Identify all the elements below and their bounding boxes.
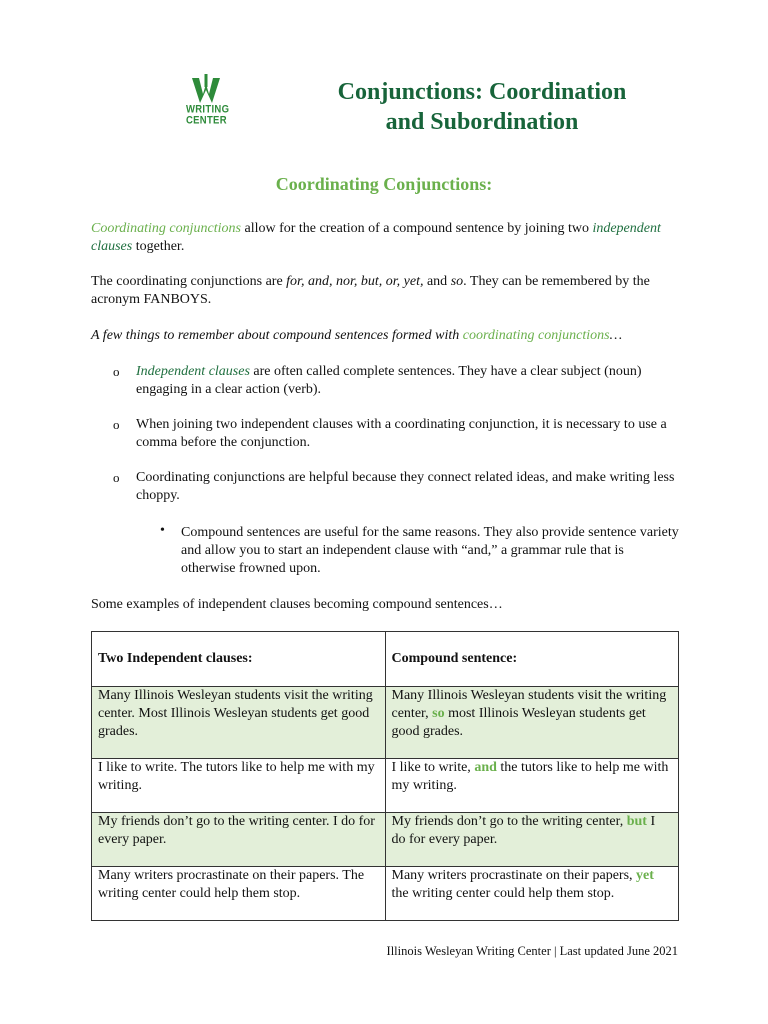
- examples-intro: Some examples of independent clauses becoming compound sentences…: [91, 597, 503, 612]
- bullet-item-3: Coordinating conjunctions are helpful because they connect related ideas, and make writing less choppy.: [136, 470, 675, 503]
- intro-text-2: together.: [132, 239, 185, 254]
- remember-lead: A few things to remember about compound sentences formed with: [91, 328, 463, 343]
- logo-text-center: CENTER: [186, 114, 227, 127]
- cell-text-pre: Many Illinois Wesleyan students visit the writing center,: [391, 688, 667, 721]
- cell-text-pre: My friends don’t go to the writing center,: [391, 814, 627, 829]
- fanboys-list: for, and, nor, but, or, yet,: [286, 274, 424, 289]
- bullet-item-2: When joining two independent clauses with a coordinating conjunction, it is necessary to use a comma before the conjunction.: [136, 417, 667, 450]
- fanboys-tail: . They can be remembered by the acronym FANBOYS.: [91, 274, 650, 307]
- sub-bullet-marker: •: [160, 523, 165, 538]
- table-header-row: [92, 632, 679, 687]
- conjunction-highlight: so: [432, 706, 445, 721]
- table-cell-left: Many writers procrastinate on their papers. The writing center could help them stop.: [92, 867, 386, 921]
- intro-paragraph: [91, 220, 681, 256]
- conjunction-highlight: and: [474, 760, 497, 775]
- table-cell-right: [385, 759, 679, 813]
- page-footer: Illinois Wesleyan Writing Center | Last updated June 2021: [386, 944, 678, 958]
- fanboys-lead: The coordinating conjunctions are: [91, 274, 287, 289]
- bullet-marker: o: [113, 417, 120, 432]
- bullet-item-1: [136, 363, 681, 399]
- table-cell-left: I like to write. The tutors like to help me with my writing.: [92, 759, 386, 813]
- section-heading: Coordinating Conjunctions:: [275, 174, 493, 194]
- table-row: [92, 813, 679, 867]
- cell-text-post: the tutors like to help me with my writing.: [391, 760, 669, 793]
- conjunction-highlight: but: [626, 814, 647, 829]
- conjunction-highlight: yet: [636, 868, 654, 883]
- remember-ellipsis: …: [609, 328, 623, 343]
- term-independent-clauses: independent clauses: [91, 221, 661, 254]
- cell-text-post: I do for every paper.: [391, 814, 656, 847]
- cell-text-post: most Illinois Wesleyan students get good grades.: [391, 706, 646, 739]
- w-logo-icon: [191, 74, 221, 104]
- fanboys-paragraph: [91, 273, 681, 309]
- remember-paragraph: [91, 327, 681, 345]
- table-row: [92, 759, 679, 813]
- cell-text-pre: Many writers procrastinate on their papers,: [391, 868, 637, 883]
- table-row: [92, 867, 679, 921]
- table-cell-left: My friends don’t go to the writing center. I do for every paper.: [92, 813, 386, 867]
- intro-text-1: allow for the creation of a compound sentence by joining two: [240, 221, 593, 236]
- title-line-1: Conjunctions: Coordination: [337, 79, 627, 105]
- logo-text-writing: WRITING: [186, 103, 230, 116]
- cell-text-pre: I like to write,: [391, 760, 475, 775]
- bullet-1-term: Independent clauses: [136, 364, 250, 379]
- bullet-marker: o: [113, 364, 120, 379]
- bullet-1-text: are often called complete sentences. They have a clear subject (noun) engaging in a clear action (verb).: [136, 364, 642, 397]
- table-row: [92, 687, 679, 759]
- sub-bullet-item: Compound sentences are useful for the same reasons. They also provide sentence variety and allow you to start an independent clause with “and,” a grammar rule that is otherwise frowned upon.: [181, 525, 679, 576]
- remember-term: coordinating conjunctions: [462, 328, 610, 343]
- cell-text-post: the writing center could help them stop.: [391, 886, 615, 901]
- table-cell-right: [385, 867, 679, 921]
- table-cell-left: Many Illinois Wesleyan students visit the writing center. Most Illinois Wesleyan students get good grades.: [92, 687, 386, 759]
- title-line-2: and Subordination: [385, 109, 579, 135]
- table-cell-right: [385, 813, 679, 867]
- fanboys-so: so: [450, 274, 464, 289]
- fanboys-and: and: [423, 274, 451, 289]
- page-title: [300, 77, 664, 137]
- table-cell-right: [385, 687, 679, 759]
- examples-table: [91, 631, 679, 921]
- writing-center-logo: [186, 74, 230, 127]
- term-coordinating-conjunctions: Coordinating conjunctions: [91, 221, 241, 236]
- table-header-left: Two Independent clauses:: [92, 632, 386, 687]
- table-header-right: Compound sentence:: [385, 632, 679, 687]
- bullet-marker: o: [113, 470, 120, 485]
